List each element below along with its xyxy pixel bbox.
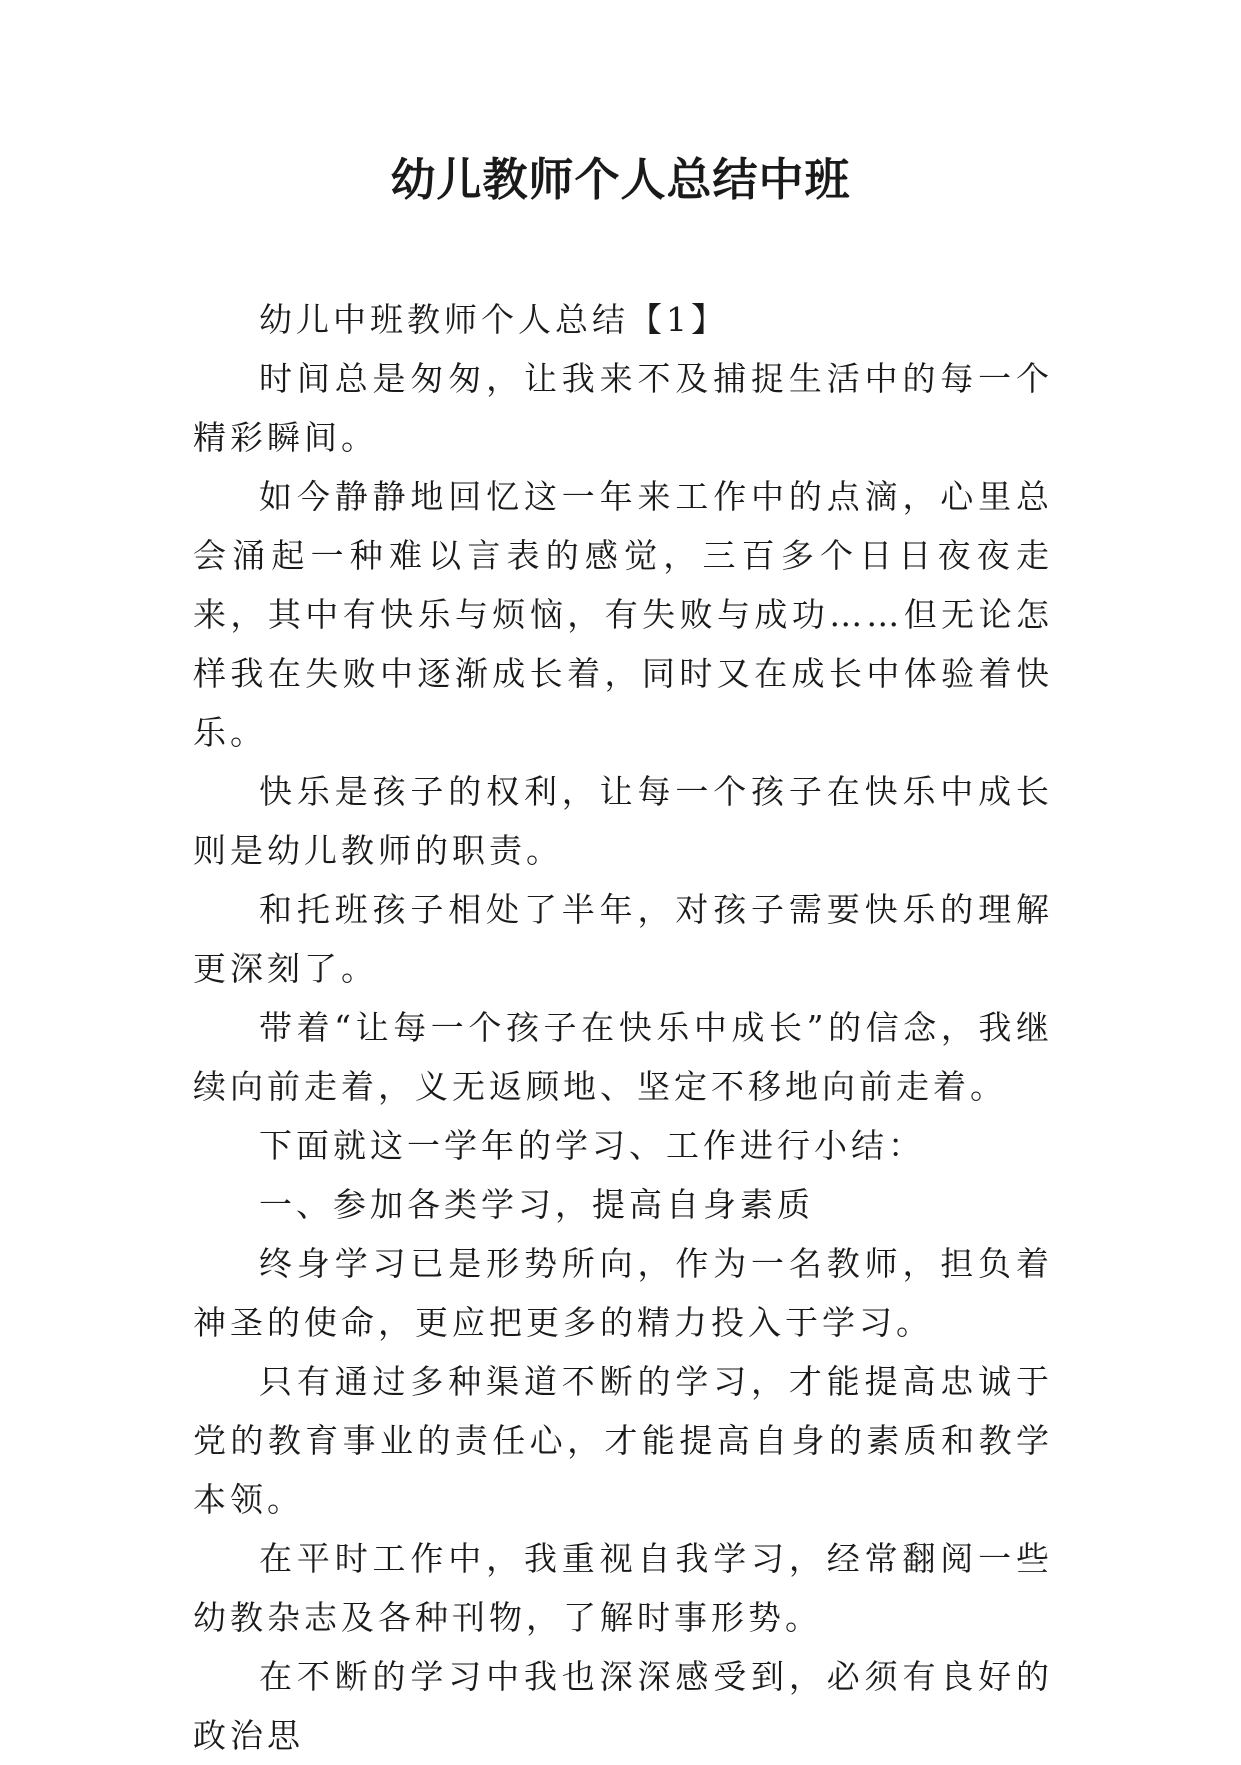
paragraph: 如今静静地回忆这一年来工作中的点滴，心里总会涌起一种难以言表的感觉，三百多个日日夜夜走来，其中有快乐与烦恼，有失败与成功……但无论怎样我在失败中逐渐成长着，同时又在成长中体验着快乐。 xyxy=(193,477,1053,752)
paragraph: 和托班孩子相处了半年，对孩子需要快乐的理解更深刻了。 xyxy=(193,890,1053,988)
paragraph: 带着“让每一个孩子在快乐中成长”的信念，我继续向前走着，义无返顾地、坚定不移地向前走着。 xyxy=(193,1008,1053,1106)
subsection-heading: 一、参加各类学习，提高自身素质 xyxy=(259,1185,814,1224)
document-body xyxy=(193,290,1053,1765)
paragraph: 在不断的学习中我也深深感受到，必须有良好的政治思 xyxy=(193,1657,1053,1755)
paragraph: 快乐是孩子的权利，让每一个孩子在快乐中成长则是幼儿教师的职责。 xyxy=(193,772,1053,870)
section-heading: 幼儿中班教师个人总结【1】 xyxy=(259,300,728,339)
paragraph: 在平时工作中，我重视自我学习，经常翻阅一些幼教杂志及各种刊物，了解时事形势。 xyxy=(193,1539,1053,1637)
paragraph: 下面就这一学年的学习、工作进行小结： xyxy=(259,1126,925,1165)
paragraph: 时间总是匆匆，让我来不及捕捉生活中的每一个精彩瞬间。 xyxy=(193,359,1053,457)
paragraph: 终身学习已是形势所向，作为一名教师，担负着神圣的使命，更应把更多的精力投入于学习。 xyxy=(193,1244,1053,1342)
paragraph: 只有通过多种渠道不断的学习，才能提高忠诚于党的教育事业的责任心，才能提高自身的素质和教学本领。 xyxy=(193,1362,1053,1519)
document-title: 幼儿教师个人总结中班 xyxy=(390,153,851,206)
